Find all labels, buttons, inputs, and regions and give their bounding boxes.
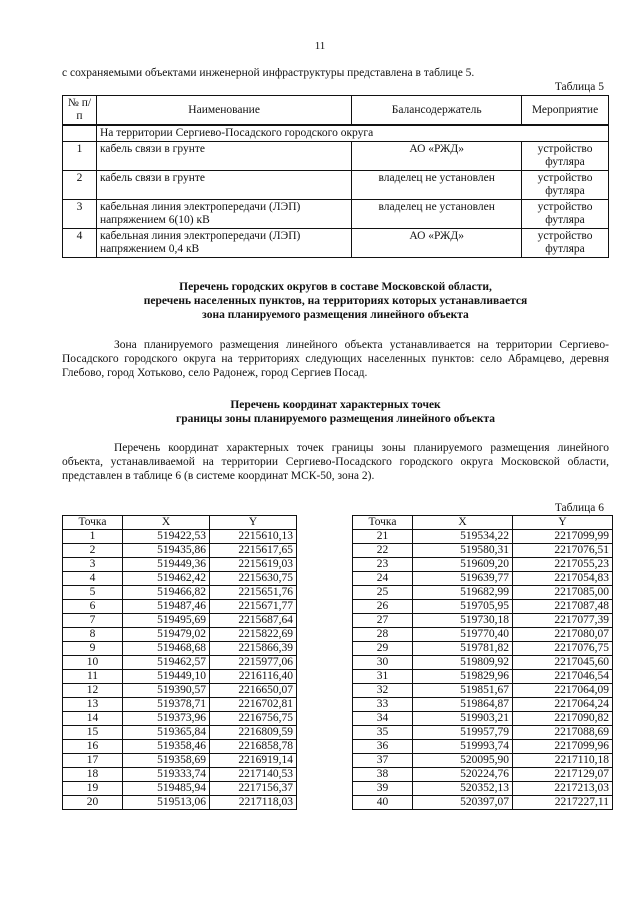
- row-num: 2: [63, 171, 97, 200]
- point-number: 16: [63, 740, 123, 754]
- section2-line2: границы зоны планируемого размещения линейного объекта: [176, 413, 495, 425]
- x-value: 519534,22: [413, 530, 513, 544]
- header-point: Точка: [353, 516, 413, 530]
- table-row: [63, 171, 609, 200]
- point-number: 10: [63, 656, 123, 670]
- row-owner: АО «РЖД»: [352, 142, 522, 171]
- table5-header-row: [63, 96, 609, 126]
- y-value: 2217140,53: [210, 768, 297, 782]
- y-value: 2217213,03: [513, 782, 613, 796]
- header-point: Точка: [63, 516, 123, 530]
- coords-row: [353, 782, 613, 796]
- point-number: 19: [63, 782, 123, 796]
- y-value: 2217085,00: [513, 586, 613, 600]
- x-value: 519358,69: [123, 754, 210, 768]
- coords-row: [63, 544, 297, 558]
- x-value: 519462,42: [123, 572, 210, 586]
- point-number: 22: [353, 544, 413, 558]
- x-value: 519479,02: [123, 628, 210, 642]
- coords-row: [353, 558, 613, 572]
- row-owner: владелец не установлен: [352, 171, 522, 200]
- row-num: 3: [63, 200, 97, 229]
- x-value: 519781,82: [413, 642, 513, 656]
- coords-table-right: [352, 515, 613, 810]
- table-row: [63, 200, 609, 229]
- point-number: 37: [353, 754, 413, 768]
- point-number: 11: [63, 670, 123, 684]
- row-name: кабельная линия электропередачи (ЛЭП) напряжением 0,4 кВ: [96, 229, 351, 258]
- coords-row: [63, 558, 297, 572]
- x-value: 519422,53: [123, 530, 210, 544]
- table5-header-action: Мероприятие: [522, 96, 609, 126]
- row-name: кабельная линия электропередачи (ЛЭП) напряжением 6(10) кВ: [96, 200, 351, 229]
- point-number: 39: [353, 782, 413, 796]
- coords-row: [353, 628, 613, 642]
- point-number: 26: [353, 600, 413, 614]
- section1-line1: Перечень городских округов в составе Московской области,: [179, 281, 492, 293]
- y-value: 2217054,83: [513, 572, 613, 586]
- y-value: 2216809,59: [210, 726, 297, 740]
- x-value: 519435,86: [123, 544, 210, 558]
- x-value: 520224,76: [413, 768, 513, 782]
- coords-row: [63, 782, 297, 796]
- y-value: 2217055,23: [513, 558, 613, 572]
- point-number: 8: [63, 628, 123, 642]
- y-value: 2215977,06: [210, 656, 297, 670]
- x-value: 519487,46: [123, 600, 210, 614]
- header-y: Y: [210, 516, 297, 530]
- header-x: X: [123, 516, 210, 530]
- coords-row: [353, 740, 613, 754]
- table5-header-num: № п/п: [63, 96, 97, 126]
- x-value: 519903,21: [413, 712, 513, 726]
- y-value: 2217087,48: [513, 600, 613, 614]
- coords-row: [353, 670, 613, 684]
- y-value: 2215617,65: [210, 544, 297, 558]
- x-value: 519462,57: [123, 656, 210, 670]
- coords-row: [63, 740, 297, 754]
- x-value: 519829,96: [413, 670, 513, 684]
- section1-line2: перечень населенных пунктов, на территориях которых устанавливается: [143, 295, 528, 307]
- coords-row: [353, 642, 613, 656]
- coords-row: [353, 698, 613, 712]
- y-value: 2217080,07: [513, 628, 613, 642]
- coords-row: [353, 530, 613, 544]
- point-number: 34: [353, 712, 413, 726]
- x-value: 519485,94: [123, 782, 210, 796]
- intro-line: с сохраняемыми объектами инженерной инфраструктуры представлена в таблице 5.: [62, 67, 475, 79]
- y-value: 2217110,18: [513, 754, 613, 768]
- x-value: 519993,74: [413, 740, 513, 754]
- y-value: 2216858,78: [210, 740, 297, 754]
- coords-row: [353, 572, 613, 586]
- section1-heading: [62, 280, 609, 322]
- paragraph-coordinates: Перечень координат характерных точек границы зоны планируемого размещения линейного объекта, устанавливаемой на территории Сергиево-Посадского городского округа Московской области, представлен в таблице 6 (в системе координат МСК-50, зона 2).: [62, 442, 609, 482]
- table5-header-name: Наименование: [96, 96, 351, 126]
- table5-section-row: [63, 125, 609, 142]
- table5-section-empty: [63, 125, 97, 142]
- point-number: 12: [63, 684, 123, 698]
- point-number: 23: [353, 558, 413, 572]
- row-num: 1: [63, 142, 97, 171]
- coords-row: [63, 726, 297, 740]
- x-value: 519809,92: [413, 656, 513, 670]
- coords-row: [353, 768, 613, 782]
- paragraph-settlements: Зона планируемого размещения линейного объекта устанавливается на территории Сергиево-Посадского городского округа на территориях следующих населенных пунктов: село Абрамцево, деревня Глебово, город Хотьково, село Радонеж, город Сергиев Посад.: [62, 339, 609, 379]
- coords-row: [63, 712, 297, 726]
- y-value: 2215619,03: [210, 558, 297, 572]
- y-value: 2217118,03: [210, 796, 297, 810]
- row-name: кабель связи в грунте: [96, 171, 351, 200]
- point-number: 9: [63, 642, 123, 656]
- point-number: 18: [63, 768, 123, 782]
- header-y: Y: [513, 516, 613, 530]
- point-number: 25: [353, 586, 413, 600]
- table-row: [63, 142, 609, 171]
- y-value: 2217076,51: [513, 544, 613, 558]
- point-number: 4: [63, 572, 123, 586]
- row-name: кабель связи в грунте: [96, 142, 351, 171]
- coords-row: [353, 712, 613, 726]
- x-value: 519468,68: [123, 642, 210, 656]
- x-value: 519705,95: [413, 600, 513, 614]
- x-value: 519682,99: [413, 586, 513, 600]
- point-number: 32: [353, 684, 413, 698]
- y-value: 2217064,09: [513, 684, 613, 698]
- table6-caption: Таблица 6: [554, 502, 604, 514]
- coords-row: [353, 656, 613, 670]
- y-value: 2217076,75: [513, 642, 613, 656]
- y-value: 2215610,13: [210, 530, 297, 544]
- table5-header-owner: Балансодержатель: [352, 96, 522, 126]
- section2-line1: Перечень координат характерных точек: [230, 399, 441, 411]
- coords-table-left: [62, 515, 297, 810]
- x-value: 519513,06: [123, 796, 210, 810]
- row-owner: АО «РЖД»: [352, 229, 522, 258]
- x-value: 519851,67: [413, 684, 513, 698]
- y-value: 2216702,81: [210, 698, 297, 712]
- y-value: 2217077,39: [513, 614, 613, 628]
- point-number: 28: [353, 628, 413, 642]
- y-value: 2215866,39: [210, 642, 297, 656]
- x-value: 519365,84: [123, 726, 210, 740]
- table5-section-label: На территории Сергиево-Посадского городского округа: [96, 125, 608, 142]
- y-value: 2217099,99: [513, 530, 613, 544]
- section1-line3: зона планируемого размещения линейного объекта: [202, 309, 469, 321]
- coords-row: [353, 684, 613, 698]
- x-value: 519449,36: [123, 558, 210, 572]
- point-number: 40: [353, 796, 413, 810]
- x-value: 520397,07: [413, 796, 513, 810]
- y-value: 2216116,40: [210, 670, 297, 684]
- point-number: 21: [353, 530, 413, 544]
- table-5: [62, 95, 609, 258]
- coords-row: [353, 796, 613, 810]
- x-value: 519378,71: [123, 698, 210, 712]
- y-value: 2217129,07: [513, 768, 613, 782]
- x-value: 519957,79: [413, 726, 513, 740]
- x-value: 520095,90: [413, 754, 513, 768]
- row-action: устройство футляра: [522, 142, 609, 171]
- x-value: 519449,10: [123, 670, 210, 684]
- point-number: 1: [63, 530, 123, 544]
- point-number: 24: [353, 572, 413, 586]
- coords-row: [353, 544, 613, 558]
- coords-row: [63, 572, 297, 586]
- point-number: 30: [353, 656, 413, 670]
- x-value: 520352,13: [413, 782, 513, 796]
- coords-row: [63, 684, 297, 698]
- y-value: 2215671,77: [210, 600, 297, 614]
- coords-row: [63, 586, 297, 600]
- point-number: 7: [63, 614, 123, 628]
- point-number: 35: [353, 726, 413, 740]
- row-action: устройство футляра: [522, 200, 609, 229]
- coords-row: [63, 628, 297, 642]
- y-value: 2215687,64: [210, 614, 297, 628]
- y-value: 2217045,60: [513, 656, 613, 670]
- coords-row: [63, 642, 297, 656]
- page-number: 11: [314, 40, 326, 52]
- y-value: 2217046,54: [513, 670, 613, 684]
- point-number: 5: [63, 586, 123, 600]
- point-number: 20: [63, 796, 123, 810]
- coords-header-row: [63, 516, 297, 530]
- point-number: 6: [63, 600, 123, 614]
- row-owner: владелец не установлен: [352, 200, 522, 229]
- x-value: 519333,74: [123, 768, 210, 782]
- y-value: 2217156,37: [210, 782, 297, 796]
- y-value: 2216919,14: [210, 754, 297, 768]
- row-action: устройство футляра: [522, 171, 609, 200]
- point-number: 36: [353, 740, 413, 754]
- coords-row: [353, 614, 613, 628]
- point-number: 33: [353, 698, 413, 712]
- y-value: 2217088,69: [513, 726, 613, 740]
- x-value: 519580,31: [413, 544, 513, 558]
- x-value: 519390,57: [123, 684, 210, 698]
- coords-row: [353, 726, 613, 740]
- y-value: 2215822,69: [210, 628, 297, 642]
- table-row: [63, 229, 609, 258]
- coords-row: [63, 796, 297, 810]
- y-value: 2217227,11: [513, 796, 613, 810]
- x-value: 519639,77: [413, 572, 513, 586]
- x-value: 519609,20: [413, 558, 513, 572]
- header-x: X: [413, 516, 513, 530]
- x-value: 519495,69: [123, 614, 210, 628]
- coords-row: [63, 768, 297, 782]
- coords-row: [353, 600, 613, 614]
- coords-row: [63, 600, 297, 614]
- row-action: устройство футляра: [522, 229, 609, 258]
- coords-row: [63, 530, 297, 544]
- coords-row: [353, 754, 613, 768]
- row-num: 4: [63, 229, 97, 258]
- coords-row: [63, 670, 297, 684]
- table5-caption: Таблица 5: [554, 81, 604, 93]
- point-number: 31: [353, 670, 413, 684]
- point-number: 17: [63, 754, 123, 768]
- point-number: 2: [63, 544, 123, 558]
- point-number: 3: [63, 558, 123, 572]
- y-value: 2216756,75: [210, 712, 297, 726]
- x-value: 519864,87: [413, 698, 513, 712]
- y-value: 2215651,76: [210, 586, 297, 600]
- y-value: 2216650,07: [210, 684, 297, 698]
- coords-header-row: [353, 516, 613, 530]
- x-value: 519358,46: [123, 740, 210, 754]
- point-number: 29: [353, 642, 413, 656]
- coords-row: [63, 698, 297, 712]
- coords-row: [63, 614, 297, 628]
- coords-row: [63, 656, 297, 670]
- section2-heading: [62, 398, 609, 426]
- x-value: 519770,40: [413, 628, 513, 642]
- point-number: 13: [63, 698, 123, 712]
- point-number: 14: [63, 712, 123, 726]
- y-value: 2217064,24: [513, 698, 613, 712]
- point-number: 27: [353, 614, 413, 628]
- coords-row: [63, 754, 297, 768]
- coords-row: [353, 586, 613, 600]
- x-value: 519730,18: [413, 614, 513, 628]
- x-value: 519373,96: [123, 712, 210, 726]
- point-number: 15: [63, 726, 123, 740]
- y-value: 2217099,96: [513, 740, 613, 754]
- y-value: 2215630,75: [210, 572, 297, 586]
- point-number: 38: [353, 768, 413, 782]
- x-value: 519466,82: [123, 586, 210, 600]
- y-value: 2217090,82: [513, 712, 613, 726]
